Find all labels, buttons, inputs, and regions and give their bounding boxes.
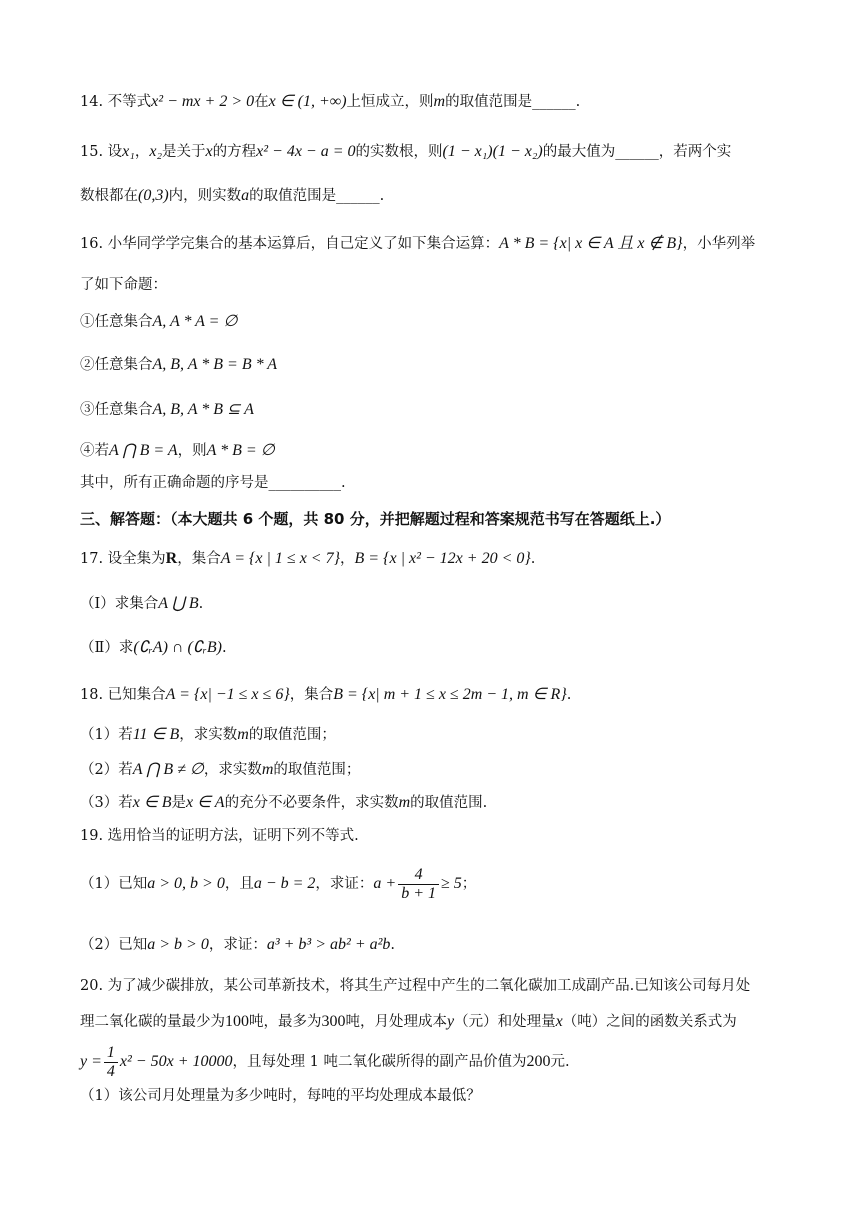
q19-part-2 (80, 935, 808, 955)
q18-part-1 (80, 725, 808, 745)
q15-line2-b: 内，则实数 (168, 188, 242, 204)
question-16-line-1 (80, 234, 808, 254)
q16-proposition-1 (80, 312, 808, 332)
q18-p1-math: 11 ∈ B (132, 726, 180, 743)
q19-p2-a: （2）已知 (80, 937, 148, 953)
q15-interval: (0,3) (138, 187, 169, 204)
q19-p2-b: ，求证： (208, 937, 267, 953)
q16-proposition-4 (80, 441, 808, 461)
q20-formula-rhs: x² − 50x + 10000 (119, 1053, 233, 1070)
q16-definition: A * B = {x| x ∈ A 且 x ∉ B} (499, 235, 683, 252)
q20-fraction-denominator: 4 (106, 1062, 115, 1080)
q16-p3-math: A, B, A * B ⊆ A (152, 401, 254, 418)
q18-p3-d: 的取值范围. (410, 795, 488, 811)
question-19: 19. 选用恰当的证明方法，证明下列不等式. (80, 828, 359, 844)
q20-line2-a: 理二氧化碳的量最少为 (80, 1014, 225, 1030)
q17-p2-math: (∁ᵣA) ∩ (∁ᵣB) (133, 639, 223, 656)
q19-p1-lhs: a + (373, 875, 397, 892)
q15-x2: x₂ (149, 143, 163, 160)
q16-proposition-2 (80, 355, 808, 375)
q20-line2-c: 吨，月处理成本 (345, 1014, 447, 1030)
q20-line2-d: （元）和处理量 (454, 1014, 556, 1030)
q17-R: R (165, 550, 178, 567)
q15-line2-a: 数根都在 (80, 188, 138, 204)
q15-comma: ， (134, 144, 150, 160)
q19-p2-cond: a > b > 0 (147, 936, 209, 953)
q16-p4-cond: A ⋂ B = A (109, 442, 178, 459)
q16-p4-mid: ，则 (177, 443, 207, 459)
q16-p2-label: ②任意集合 (80, 357, 153, 373)
q16-p1-math: A, A * A = ∅ (152, 313, 238, 330)
q17-lead: 17. 设全集为 (80, 551, 166, 567)
q19-p1-cond2: a − b = 2 (253, 875, 316, 892)
q17-p1-end: . (198, 596, 204, 612)
q14-end: 的取值范围是______. (445, 94, 581, 110)
q17-end: . (530, 551, 536, 567)
q20-value: 200 (526, 1053, 551, 1070)
question-14 (80, 92, 808, 112)
question-15-line-1 (80, 142, 808, 162)
question-17 (80, 549, 808, 569)
q15-expression: (1 − x₁)(1 − x₂) (442, 143, 543, 160)
q17-set-a-label: ，集合 (177, 551, 221, 567)
q18-p2-c: 的取值范围； (273, 762, 361, 778)
q19-p1-b: ，且 (224, 876, 254, 892)
q18-p3-m: m (398, 794, 411, 811)
q19-p1-a: （1）已知 (80, 876, 148, 892)
q20-line2-e: （吨）之间的函数关系式为 (562, 1014, 737, 1030)
q18-p2-a: （2）若 (80, 762, 133, 778)
q17-part-1 (80, 594, 808, 614)
q19-p2-inequality: a³ + b³ > ab² + a²b (266, 936, 391, 953)
q19-p1-rhs: ≥ 5 (441, 875, 462, 892)
q15-a: a (241, 187, 250, 204)
q17-p2-label: （Ⅱ）求 (80, 640, 134, 656)
q15-x1: x₁ (122, 143, 135, 160)
q15-is-roots: 是关于 (162, 144, 206, 160)
question-15-line-2 (80, 186, 808, 206)
q19-p1-end: ； (461, 876, 477, 892)
q16-p4-label: ④若 (80, 443, 109, 459)
q17-p1-math: A ⋃ B (158, 595, 199, 612)
q17-sep: ， (340, 551, 355, 567)
q16-line1-b: ，小华列举 (682, 236, 756, 252)
q17-set-a: A = {x | 1 ≤ x < 7} (220, 550, 340, 567)
q17-p2-end: . (222, 640, 227, 656)
q16-proposition-3 (80, 400, 808, 420)
q18-set-b: B = {x| m + 1 ≤ x ≤ 2m − 1, m ∈ R} (333, 686, 567, 703)
q15-equation: x² − 4x − a = 0 (256, 143, 356, 160)
q18-part-3 (80, 793, 808, 813)
q15-line2-c: 的取值范围是______. (249, 188, 385, 204)
q18-p3-math-2: x ∈ A (186, 794, 225, 811)
q20-part-1: （1）该公司月处理量为多少吨时，每吨的平均处理成本最低？ (80, 1088, 481, 1104)
q14-var: m (433, 93, 446, 110)
q19-p1-cond: a > 0, b > 0 (147, 875, 225, 892)
q14-inequality: x² − mx + 2 > 0 (151, 93, 255, 110)
q17-set-b: B = {x | x² − 12x + 20 < 0} (354, 550, 531, 567)
q19-part-1 (80, 864, 808, 904)
q20-min: 100 (225, 1013, 249, 1030)
q20-y: y (447, 1013, 455, 1030)
q19-p2-end: . (390, 937, 396, 953)
q15-lead: 15. 设 (80, 144, 123, 160)
q16-last-line: 其中，所有正确命题的序号是__________. (80, 475, 346, 491)
q18-p2-b: ，求实数 (203, 762, 262, 778)
q14-mid: 在 (254, 94, 269, 110)
q16-line1-a: 16. 小华同学学完集合的基本运算后，自己定义了如下集合运算： (80, 236, 500, 252)
q18-p3-c: 的充分不必要条件，求实数 (224, 795, 399, 811)
q14-lead: 14. 不等式 (80, 94, 152, 110)
q15-max-text: 的最大值为______，若两个实 (542, 144, 732, 160)
q14-tail: 上恒成立，则 (346, 94, 434, 110)
q20-fraction-numerator: 1 (104, 1044, 118, 1063)
q18-end: . (566, 687, 572, 703)
q14-domain: x ∈ (1, +∞) (268, 93, 347, 110)
q19-p1-c: ，求证： (315, 876, 374, 892)
q20-formula-lhs: y = (80, 1053, 102, 1070)
q20-x: x (555, 1013, 563, 1030)
q20-line3-b: 元. (550, 1054, 570, 1070)
question-16-line-2: 了如下命题： (80, 277, 167, 293)
q16-p2-math: A, B, A * B = B * A (152, 356, 278, 373)
q19-p1-denominator: b + 1 (401, 884, 437, 902)
q18-p1-c: 的取值范围； (248, 727, 336, 743)
q20-max: 300 (321, 1013, 346, 1030)
question-20-line-2 (80, 1012, 808, 1032)
q18-p2-m: m (261, 761, 274, 778)
q19-p1-numerator: 4 (398, 866, 439, 885)
q18-p3-math-1: x ∈ B (132, 794, 172, 811)
question-18 (80, 685, 808, 705)
q16-p4-math: A * B = ∅ (206, 442, 275, 459)
q20-line3-a: ，且每处理 1 吨二氧化碳所得的副产品价值为 (232, 1054, 527, 1070)
q18-mid: ，集合 (289, 687, 334, 703)
q19-p1-fraction (398, 866, 439, 903)
q18-p1-a: （1）若 (80, 727, 133, 743)
question-20-line-3 (80, 1042, 808, 1082)
q15-eq-of: 的方程 (212, 144, 257, 160)
q18-p3-a: （3）若 (80, 795, 133, 811)
q16-p3-label: ③任意集合 (80, 402, 153, 418)
q15-x: x (205, 143, 213, 160)
q18-lead: 18. 已知集合 (80, 687, 166, 703)
q20-formula-fraction (104, 1044, 118, 1081)
q17-p1-label: （Ⅰ）求集合 (80, 596, 159, 612)
section-3-heading: 三、解答题：（本大题共 6 个题，共 80 分，并把解题过程和答案规范书写在答题纸上.） (80, 510, 671, 528)
q18-p3-b: 是 (171, 795, 187, 811)
q16-p1-label: ①任意集合 (80, 314, 153, 330)
q18-set-a: A = {x| −1 ≤ x ≤ 6} (165, 686, 290, 703)
q20-line2-b: 吨，最多为 (249, 1014, 322, 1030)
question-20-line-1: 20. 为了减少碳排放，某公司革新技术，将其生产过程中产生的二氧化碳加工成副产品.已知该公司每月处 (80, 978, 751, 994)
q15-real-roots: 的实数根，则 (355, 144, 443, 160)
q18-p1-b: ，求实数 (179, 727, 238, 743)
q18-p2-math: A ⋂ B ≠ ∅ (132, 761, 204, 778)
q18-p1-m: m (237, 726, 249, 743)
q18-part-2 (80, 760, 808, 780)
q17-part-2 (80, 638, 808, 658)
